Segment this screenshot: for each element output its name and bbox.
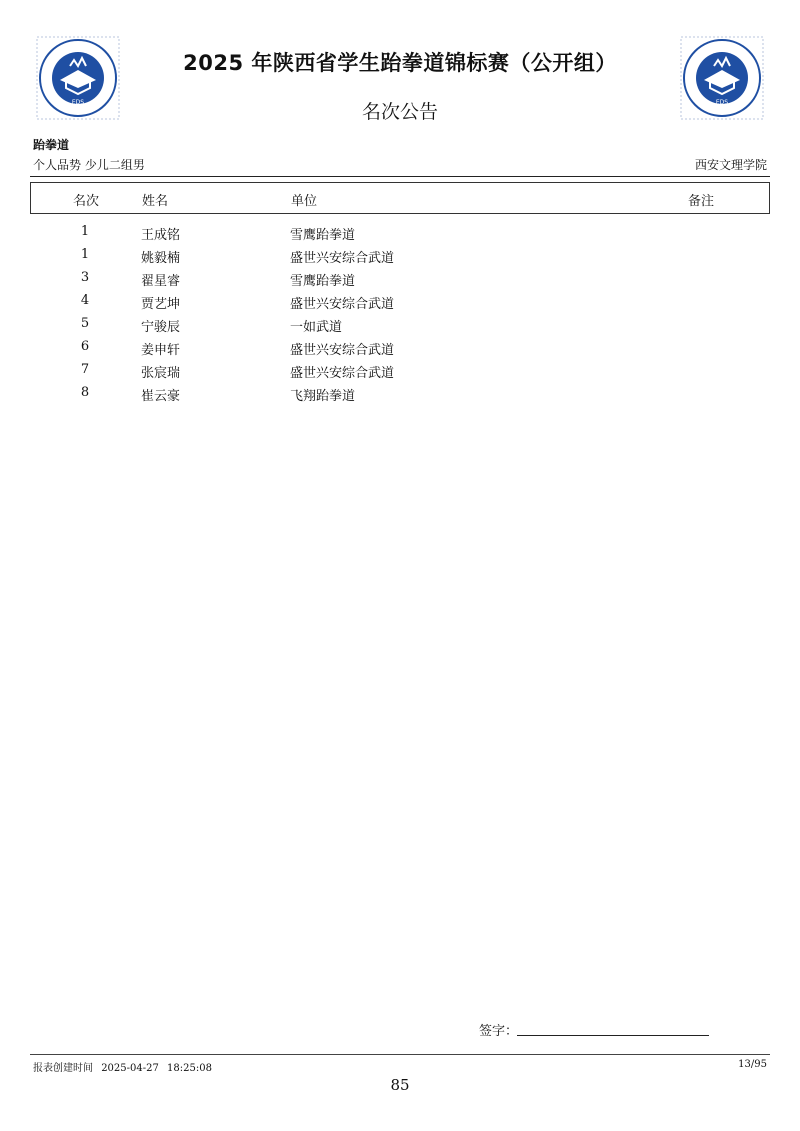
unit-cell: 飞翔跆拳道: [290, 389, 356, 404]
footer-divider: [30, 1054, 770, 1055]
page-number: 85: [390, 1076, 410, 1094]
column-header-rank: 名次: [72, 194, 99, 209]
unit-cell: 盛世兴安综合武道: [290, 366, 395, 381]
unit-cell: 盛世兴安综合武道: [290, 343, 395, 358]
table-row: [30, 268, 770, 291]
rank-cell: 4: [80, 293, 90, 308]
name-cell: 王成铭: [141, 228, 181, 243]
rank-cell: 6: [80, 339, 90, 354]
created-label: 报表创建时间: [33, 1063, 93, 1074]
name-cell: 张宸瑞: [141, 366, 181, 381]
name-cell: 翟星睿: [141, 274, 181, 289]
table-row: [30, 245, 770, 268]
logo-abbr: EDS: [71, 99, 85, 106]
results-table-body: [30, 222, 770, 406]
rank-cell: 1: [80, 224, 90, 239]
name-cell: 姚毅楠: [141, 251, 181, 266]
unit-cell: 雪鹰跆拳道: [290, 274, 356, 289]
name-cell: 姜申轩: [141, 343, 181, 358]
unit-cell: 雪鹰跆拳道: [290, 228, 356, 243]
unit-cell: 盛世兴安综合武道: [290, 251, 395, 266]
name-cell: 贾艺坤: [141, 297, 181, 312]
table-row: [30, 222, 770, 245]
column-header-name: 姓名: [142, 194, 169, 209]
report-created: [33, 1059, 217, 1074]
created-date: 2025-04-27: [101, 1063, 159, 1074]
document-title: 2025 年陕西省学生跆拳道锦标赛（公开组）: [183, 51, 617, 75]
divider: [30, 176, 770, 177]
name-cell: 崔云豪: [141, 389, 181, 404]
logo-abbr: EDS: [715, 99, 729, 106]
rank-cell: 3: [80, 270, 90, 285]
signature-line: [517, 1035, 709, 1036]
table-row: [30, 383, 770, 406]
column-header-unit: 单位: [291, 194, 318, 209]
document-subtitle: 名次公告: [361, 101, 438, 123]
name-cell: 宁骏辰: [141, 320, 181, 335]
rank-cell: 1: [80, 247, 90, 262]
unit-cell: 盛世兴安综合武道: [290, 297, 395, 312]
rank-cell: 7: [80, 362, 90, 377]
event-label: 个人品势 少儿二组男: [33, 158, 145, 172]
column-header-note: 备注: [688, 194, 715, 209]
table-row: [30, 291, 770, 314]
unit-cell: 一如武道: [290, 320, 343, 335]
venue-label: 西安文理学院: [694, 158, 767, 172]
table-row: [30, 337, 770, 360]
page-counter: 13/95: [738, 1059, 767, 1070]
created-time: 18:25:08: [167, 1063, 212, 1074]
table-header: [30, 182, 770, 214]
table-row: [30, 314, 770, 337]
signature-label: 签字：: [479, 1024, 519, 1039]
sport-label: 跆拳道: [33, 138, 70, 152]
table-row: [30, 360, 770, 383]
rank-cell: 5: [80, 316, 90, 331]
rank-cell: 8: [80, 385, 90, 400]
